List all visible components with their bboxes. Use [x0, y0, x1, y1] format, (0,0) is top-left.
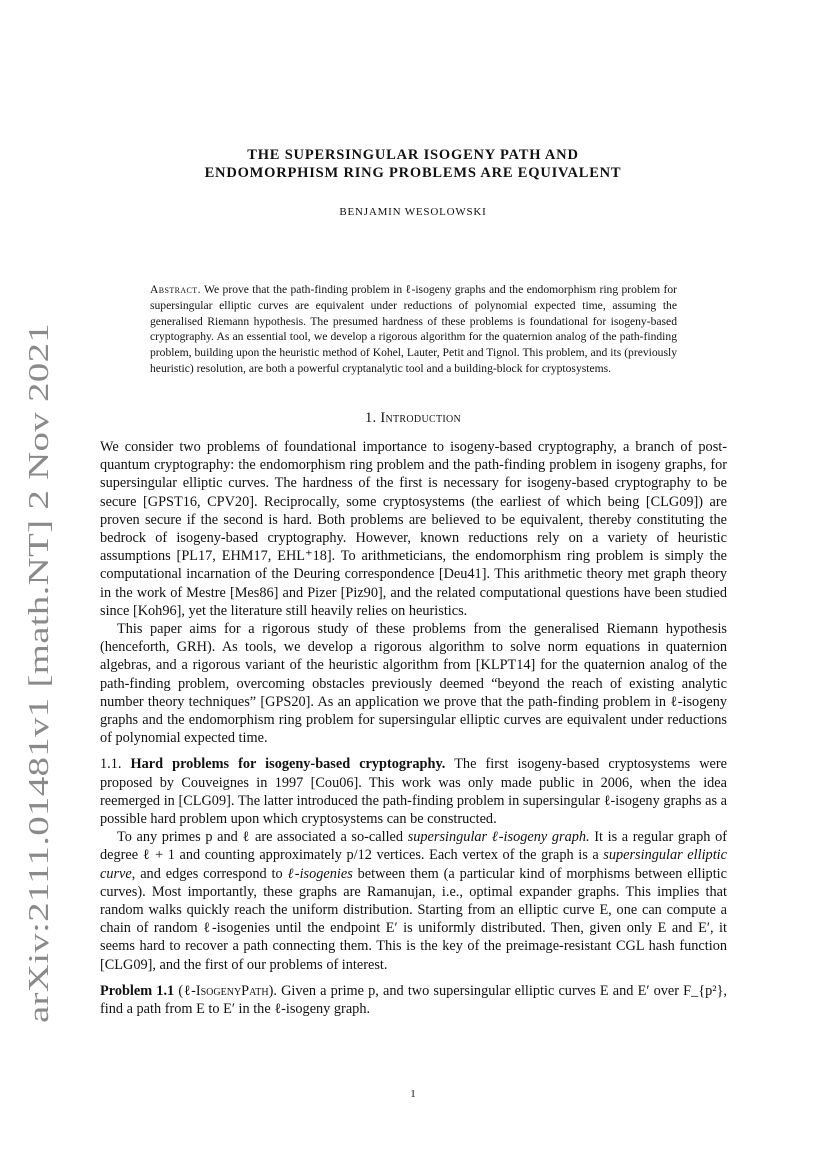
term-isogenies: ℓ-isogenies [287, 865, 353, 882]
paragraph-4-part: , and edges correspond to [131, 865, 288, 882]
problem-name-close: ). [268, 982, 277, 999]
abstract-text: We prove that the path-finding problem in ℓ-isogeny graphs and the endomorphism ring problem for supersingular elliptic curves are equivalent under reductions of polynomial expected time, assuming the generalised Riemann hypothesis. The presumed hardness of these problems is foundational for isogeny-based cryptography. As an essential tool, we develop a rigorous algorithm for the quaternion analog of the path-finding problem, building upon the heuristic method of Kohel, Lauter, Petit and Tignol. This problem, and its (previously heuristic) resolution, are both a powerful cryptanalytic tool and a building-block for cryptosystems. [150, 283, 677, 375]
title-line-2: ENDOMORPHISM RING PROBLEMS ARE EQUIVALENT [204, 165, 622, 181]
subsection-number: 1.1. [100, 756, 122, 773]
abstract-label: Abstract. [150, 283, 201, 296]
paper-title [100, 146, 726, 182]
paragraph-4 [100, 828, 727, 974]
paragraph-2: This paper aims for a rigorous study of these problems from the generalised Riemann hypothesis (henceforth, GRH). As tools, we develop a rigorous algorithm to solve norm equations in quaternion algebras, and a rigorous variant of the heuristic algorithm from [KLPT14] for the quaternion analog of the path-finding problem, overcoming obstacles previously deemed “beyond the reach of existing analytic number theory techniques” [GPS20]. As an application we prove that the path-finding problem in ℓ-isogeny graphs and the endomorphism ring problem for supersingular elliptic curves are equivalent under reductions of polynomial expected time. [100, 621, 727, 747]
section-title: Introduction [380, 410, 462, 426]
title-line-1: THE SUPERSINGULAR ISOGENY PATH AND [247, 147, 579, 163]
arxiv-identifier-stamp [10, 320, 64, 1026]
section-heading [100, 410, 726, 427]
paragraph-1: We consider two problems of foundational importance to isogeny-based cryptography, a branch of post-quantum cryptography: the endomorphism ring problem and the path-finding problem in isogeny graphs, for supersingular elliptic curves. The hardness of the first is necessary for isogeny-based cryptography to be secure [GPST16, CPV20]. Reciprocally, some cryptosystems (the earliest of which being [CLG09]) are proven secure if the second is hard. Both problems are believed to be equivalent, thereby constituting the bedrock of isogeny-based cryptography. However, known reductions rely on a variety of heuristic assumptions [PL17, EHM17, EHL⁺18]. To arithmeticians, the endomorphism ring problem is simply the computational incarnation of the Deuring correspondence [Deu41]. This arithmetic theory met graph theory in the work of Mestre [Mes86] and Pizer [Piz90], and the related computational questions have been studied since [Koh96], yet the literature still heavily relies on heuristics. [100, 439, 727, 619]
paragraph-4-part: To any primes p and ℓ are associated a so-called [117, 829, 408, 846]
author-name: BENJAMIN WESOLOWSKI [339, 206, 487, 218]
arxiv-stamp-text: arXiv:2111.01481v1 [math.NT] 2 Nov 2021 [23, 501, 55, 1023]
paragraph-4-part: between them (a particular kind of morphisms between elliptic curves). Most importantly, these graphs are Ramanujan, i.e., optimal expander graphs. This implies that random walks quickly reach the uniform distribution. Starting from an elliptic curve E, one can compute a chain of random ℓ-isogenies until the endpoint E′ is uniformly distributed. Then, given only E and E′, it seems hard to recover a path connecting them. This is the key of the preimage-resistant CGL hash function [CLG09], and the first of our problems of interest. [100, 865, 727, 973]
body-text [100, 438, 727, 1018]
page-number: 1 [410, 1088, 416, 1100]
subsection-heading: Hard problems for isogeny-based cryptography. [130, 756, 446, 773]
abstract [150, 282, 677, 377]
subsection-text: The first isogeny-based cryptosystems were proposed by Couveignes in 1997 [Cou06]. This work was only made public in 2006, when the idea reemerged in [CLG09]. The latter introduced the path-finding problem in supersingular ℓ-isogeny graphs as a possible hard problem upon which cryptosystems can be constructed. [100, 756, 728, 828]
term-isogeny-graph: supersingular ℓ-isogeny graph. [407, 829, 590, 846]
paragraph-4-part: It is a regular graph of degree ℓ + 1 and counting approximately p/12 vertices. Each vertex of the graph is a [100, 829, 727, 864]
problem-name: IsogenyPath [195, 982, 269, 999]
problem-label: Problem 1.1 [100, 982, 175, 999]
problem-name-open: (ℓ- [174, 982, 196, 999]
section-number: 1. [364, 410, 377, 426]
problem-1-1 [100, 982, 727, 1018]
term-supersingular-curve: supersingular elliptic curve [100, 847, 727, 882]
problem-text: Given a prime p, and two supersingular elliptic curves E and E′ over F_{p²}, find a path from E to E′ in the ℓ-isogeny graph. [100, 982, 727, 1018]
subsection-1-1 [100, 755, 727, 828]
